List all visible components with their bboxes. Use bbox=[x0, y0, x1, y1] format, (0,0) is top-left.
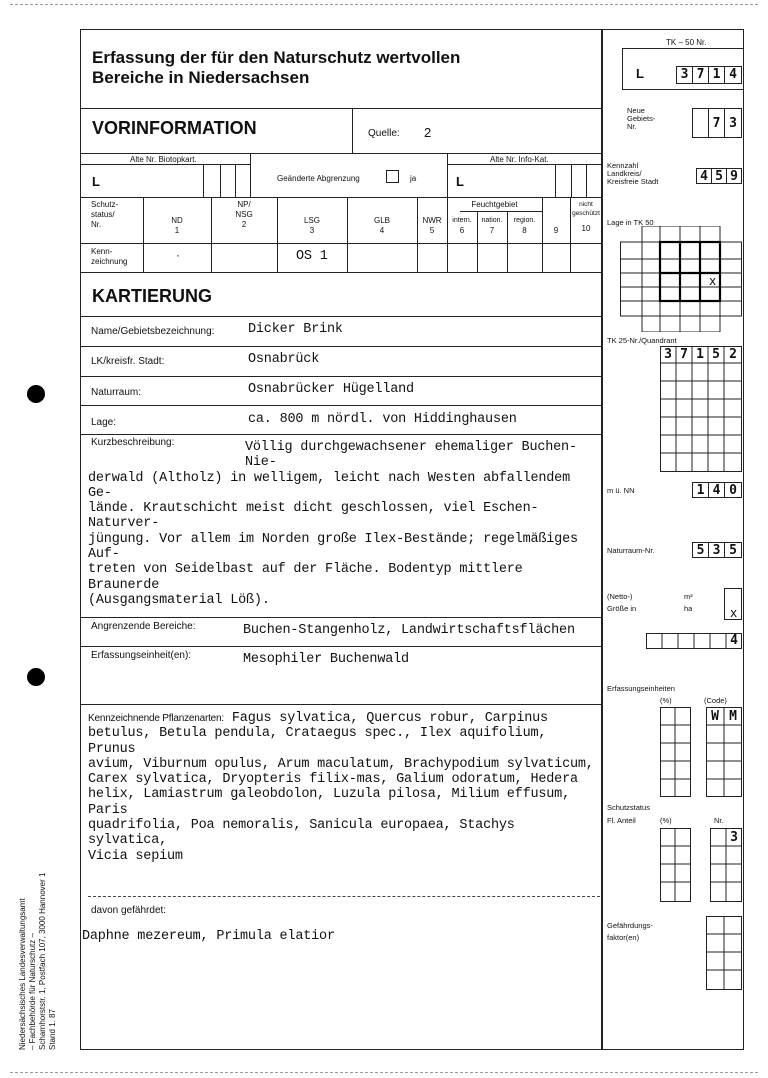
alte-info-label: Alte Nr. Info-Kat. bbox=[490, 155, 549, 164]
lage-mark: x bbox=[709, 274, 717, 288]
digit: 4 bbox=[729, 67, 737, 82]
publisher-line: – Fachbehörde für Naturschutz – bbox=[28, 933, 37, 1050]
col-np-number: 2 bbox=[241, 220, 247, 229]
digit: 3 bbox=[712, 543, 721, 558]
name-label: Name/Gebietsbezeichnung: bbox=[91, 326, 215, 337]
mnn-label: m ü. NN bbox=[607, 486, 635, 495]
kennzeichnung-lsg-value: OS 1 bbox=[296, 249, 328, 264]
col-nation-number: 7 bbox=[489, 226, 495, 235]
gefaehrdungs-label: Gefährdungs- faktor(en) bbox=[607, 921, 653, 942]
digit: 5 bbox=[712, 347, 720, 362]
text-line: avium, Viburnum opulus, Arum maculatum, Brachypodium sylvaticum, bbox=[88, 756, 594, 772]
gefaehrdet-value: Daphne mezereum, Primula elatior bbox=[82, 929, 335, 944]
digit: 1 bbox=[696, 347, 704, 362]
col-lsg-number: 3 bbox=[309, 226, 315, 235]
lk-label: LK/kreisfr. Stadt: bbox=[91, 356, 165, 367]
tk50-digit-cell bbox=[692, 66, 709, 84]
digit: 4 bbox=[712, 483, 721, 498]
digit: 4 bbox=[730, 633, 738, 648]
lage-value: ca. 800 m nördl. von Hiddinghausen bbox=[248, 412, 517, 427]
col-nicht bbox=[570, 200, 602, 233]
col-nwr bbox=[417, 216, 447, 236]
col-region-number: 8 bbox=[522, 226, 527, 235]
alte-biotop-label: Alte Nr. Biotopkart. bbox=[130, 155, 197, 164]
neue-digit-cell bbox=[724, 108, 742, 138]
col-lsg-label: LSG bbox=[303, 216, 320, 225]
kennzeichnung-nd-value: · bbox=[176, 248, 180, 262]
lk-value: Osnabrück bbox=[248, 352, 320, 367]
groesse-label: Größe in bbox=[607, 604, 637, 613]
col-nwr-label: NWR bbox=[422, 216, 442, 225]
text-line: betulus, Betula pendula, Crataegus spec., Ilex aquifolium, Prunus bbox=[88, 726, 547, 757]
col-nd-number: 1 bbox=[174, 226, 180, 235]
naturraum-label: Naturraum: bbox=[91, 387, 142, 398]
fl-pct-label: (%) bbox=[660, 816, 672, 825]
text-line: lände. Krautschicht meist dicht geschlossen, viel Eschen-Naturver- bbox=[88, 501, 539, 532]
kurzbeschreibung-label: Kurzbeschreibung: bbox=[91, 437, 175, 448]
alte-biotop-prefix: L bbox=[92, 174, 100, 189]
quelle-value: 2 bbox=[424, 125, 432, 140]
mnn-digit-cell bbox=[708, 482, 725, 498]
digit: 2 bbox=[729, 347, 737, 362]
pflanzenarten-text bbox=[88, 711, 600, 864]
tk50-prefix: L bbox=[636, 66, 644, 81]
naturraum-value: Osnabrücker Hügelland bbox=[248, 382, 414, 397]
col-intern-label: intern. bbox=[452, 217, 472, 224]
publisher-line: Stand 1. 87 bbox=[48, 1009, 57, 1050]
nr-label: Nr. bbox=[714, 816, 724, 825]
col-np bbox=[211, 200, 277, 230]
lage-grid-svg bbox=[620, 226, 742, 332]
col-region-label: region. bbox=[513, 217, 536, 224]
tk25-grid bbox=[660, 346, 742, 477]
col-nation bbox=[477, 216, 507, 236]
digit: 1 bbox=[696, 483, 705, 498]
pflanzenarten-label: Kennzeichnende Pflanzenarten: bbox=[88, 713, 224, 724]
section-kartierung: KARTIERUNG bbox=[92, 286, 212, 306]
digit: 4 bbox=[700, 169, 708, 184]
lage-tk50-grid bbox=[620, 226, 742, 337]
col-glb bbox=[347, 216, 417, 236]
angrenzend-value: Buchen-Stangenholz, Landwirtschaftsflächen bbox=[243, 623, 575, 638]
col-glb-label: GLB bbox=[373, 216, 390, 225]
publisher-note bbox=[18, 850, 58, 1050]
section-vorinformation: VORINFORMATION bbox=[92, 118, 257, 138]
schutzstatus-grid bbox=[660, 828, 742, 907]
kennzahl-digit-cell bbox=[711, 168, 727, 184]
netto-label: (Netto-) bbox=[607, 592, 633, 601]
text-line: quadrifolia, Poa nemoralis, Sanicula europaea, Stachys sylvatica, bbox=[88, 818, 515, 849]
naturraum-digit-cell bbox=[692, 542, 709, 558]
erfassung-grid bbox=[660, 707, 742, 802]
pflanzen-first-line bbox=[88, 711, 600, 726]
pct-label: (%) bbox=[660, 696, 672, 705]
tk50-digit-cell bbox=[724, 66, 742, 84]
naturraum-nr-label: Naturraum-Nr. bbox=[607, 546, 655, 555]
col-intern-number: 6 bbox=[459, 226, 465, 235]
naturraum-digit-cell bbox=[708, 542, 725, 558]
digit: 9 bbox=[730, 169, 738, 184]
ja-label: ja bbox=[410, 174, 417, 183]
erfassungseinheiten-label: Erfassungseinheiten bbox=[607, 684, 675, 693]
text-line: (Ausgangsmaterial Löß). bbox=[88, 592, 270, 608]
kennzahl-digit-cell bbox=[696, 168, 712, 184]
name-value: Dicker Brink bbox=[248, 322, 343, 337]
neue-digit-cell bbox=[708, 108, 725, 138]
schutzstatus-right-label: Schutzstatus bbox=[607, 803, 650, 812]
erfassungseinheit-value: Mesophiler Buchenwald bbox=[243, 652, 409, 667]
lage-tk50-label: Lage in TK 50 bbox=[607, 218, 654, 227]
text-line: Vicia sepium bbox=[88, 848, 183, 864]
digit: 3 bbox=[729, 116, 737, 131]
digit: 1 bbox=[712, 67, 721, 82]
code-label: (Code) bbox=[704, 696, 727, 705]
dashed-divider bbox=[88, 896, 600, 897]
title-line: Bereiche in Niedersachsen bbox=[92, 68, 310, 87]
col-region bbox=[507, 216, 542, 236]
tk25-grid-svg bbox=[660, 346, 742, 472]
tk50-digit-cell bbox=[708, 66, 725, 84]
digit: 3 bbox=[664, 347, 672, 362]
angrenzend-label: Angrenzende Bereiche: bbox=[91, 621, 196, 632]
digit: 7 bbox=[680, 347, 688, 362]
digit: 5 bbox=[696, 543, 705, 558]
kennzeichnung-label: Kenn- zeichnung bbox=[91, 247, 128, 266]
col-nicht-number: 10 bbox=[581, 224, 591, 233]
col-nation-label: nation. bbox=[481, 217, 503, 224]
digit: 0 bbox=[729, 483, 737, 498]
gefaehrdet-label: davon gefährdet: bbox=[91, 905, 167, 916]
geaenderte-abgrenzung-checkbox[interactable] bbox=[386, 170, 399, 183]
tk25-label: TK 25-Nr./Quandrant bbox=[607, 336, 677, 345]
text-line: helix, Lamiastrum galeobdolon, Luzula pilosa, Milium effusum, Paris bbox=[88, 787, 570, 818]
ha-mark: x bbox=[730, 606, 738, 620]
col-nwr-number: 5 bbox=[429, 226, 435, 235]
code-letter: W bbox=[711, 709, 719, 724]
schutzstatus-head-label: Schutz- status/ Nr. bbox=[91, 200, 119, 229]
fl-anteil-label: Fl. Anteil bbox=[607, 816, 636, 825]
col-intern bbox=[447, 216, 477, 236]
col-glb-number: 4 bbox=[379, 226, 385, 235]
mnn-digit-cell bbox=[692, 482, 709, 498]
gefaehrdungs-grid bbox=[706, 916, 742, 995]
text-line: jüngung. Vor allem im Norden große Ilex-Bestände; regelmäßiges Auf- bbox=[88, 531, 578, 563]
code-letter: M bbox=[729, 709, 737, 724]
kurzbeschreibung-text bbox=[88, 440, 600, 608]
lage-label: Lage: bbox=[91, 417, 117, 428]
publisher-line: Niedersächsisches Landesverwaltungsamt bbox=[18, 898, 27, 1050]
digit: 7 bbox=[712, 116, 721, 131]
col-np-label: NP/ NSG bbox=[235, 200, 253, 219]
text-line: Fagus sylvatica, Quercus robur, Carpinus bbox=[231, 711, 548, 726]
text-line: Carex sylvatica, Dryopteris filix-mas, Galium odoratum, Hedera bbox=[88, 772, 578, 788]
quelle-label: Quelle: bbox=[368, 128, 400, 139]
digit: 5 bbox=[729, 543, 737, 558]
geaenderte-abgrenzung-label: Geänderte Abgrenzung bbox=[277, 174, 360, 183]
title-line: Erfassung der für den Naturschutz wertvollen bbox=[92, 48, 461, 67]
punch-hole-top bbox=[27, 385, 45, 403]
neue-digit-cell bbox=[692, 108, 709, 138]
erfassungseinheit-label: Erfassungseinheit(en): bbox=[91, 650, 192, 661]
col-9-number: 9 bbox=[553, 226, 559, 235]
mnn-digit-cell bbox=[724, 482, 742, 498]
kennzahl-digit-cell bbox=[726, 168, 742, 184]
publisher-line: Scharnhorststr. 1, Postfach 107, 3000 Hannover 1 bbox=[38, 872, 47, 1050]
naturraum-digit-cell bbox=[724, 542, 742, 558]
col-nd bbox=[143, 216, 211, 236]
text-line: Völlig durchgewachsener ehemaliger Buchen-Nie- bbox=[245, 440, 577, 471]
col-nicht-label: nicht geschützt bbox=[572, 201, 600, 217]
alte-info-prefix: L bbox=[456, 174, 464, 189]
text-line: treten von Seidelbast auf der Fläche. Bodentyp mittlere Braunerde bbox=[88, 562, 523, 593]
text-line: derwald (Altholz) in welligem, leicht nach Westen abfallendem Ge- bbox=[88, 470, 570, 501]
feuchtgebiet-label: Feuchtgebiet bbox=[471, 200, 518, 209]
kennzahl-label: Kennzahl Landkreis/ Kreisfreie Stadt bbox=[607, 161, 659, 186]
digit: 5 bbox=[715, 169, 723, 184]
tk50-label: TK – 50 Nr. bbox=[666, 38, 707, 47]
digit: 7 bbox=[696, 67, 705, 82]
digit: 3 bbox=[730, 830, 738, 845]
punch-hole-bottom bbox=[27, 668, 45, 686]
digit: 3 bbox=[680, 67, 689, 82]
ha-label: ha bbox=[684, 604, 693, 613]
groesse-digits bbox=[646, 633, 742, 654]
m2-label: m² bbox=[684, 592, 693, 601]
gefaehrdungs-grid-svg bbox=[706, 916, 742, 990]
form-title bbox=[92, 48, 460, 88]
col-lsg bbox=[277, 216, 347, 236]
neue-gebiets-label: Neue Gebiets- Nr. bbox=[627, 106, 656, 131]
tk50-digit-cell bbox=[676, 66, 693, 84]
col-nd-label: ND bbox=[171, 216, 183, 225]
